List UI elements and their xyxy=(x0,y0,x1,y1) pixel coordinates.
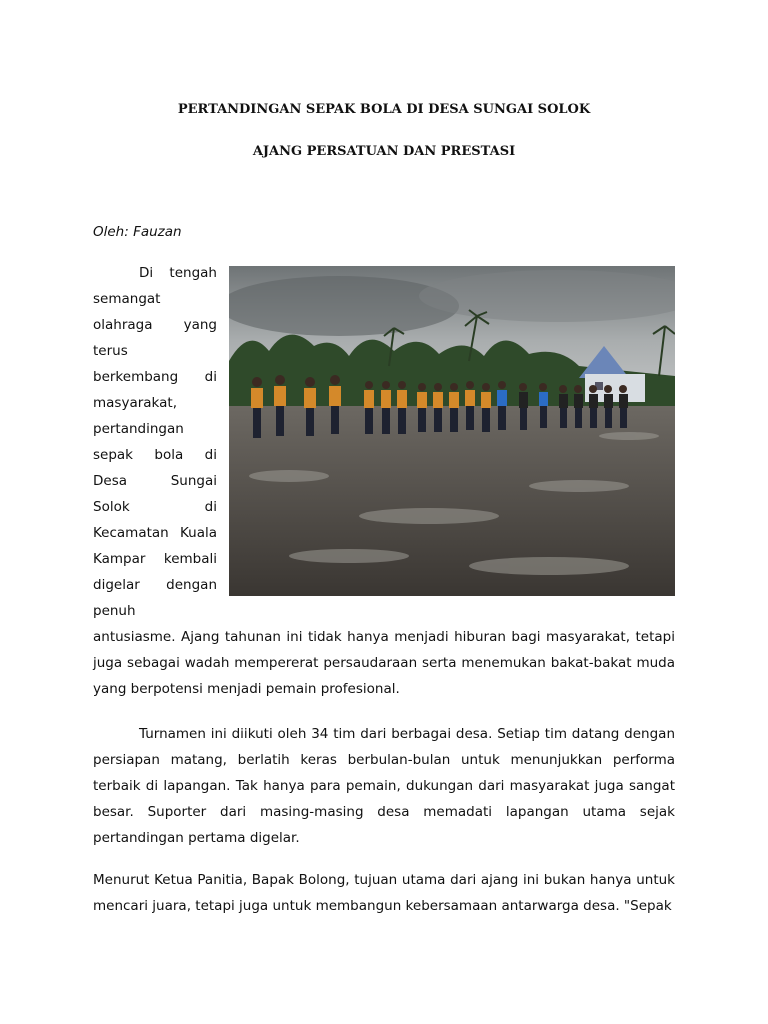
paragraph-1-text: Di tengah semangat olahraga yang terus berkembang di masyarakat, pertandingan sepak bola di Desa Sungai Solok di Kecamatan Kuala Kampar kembali digelar dengan penuh antusiasme. Ajang tahunan ini tidak hanya menjadi hiburan bagi masyarakat, tetapi juga sebagai wadah mempererat persaudaraan serta menemukan bakat-bakat muda yang berpotensi menjadi pemain profesional. xyxy=(93,265,675,697)
article-title: PERTANDINGAN SEPAK BOLA DI DESA SUNGAI SOLOK xyxy=(177,102,591,117)
paragraph-1 xyxy=(93,260,675,702)
paragraph-2: Turnamen ini diikuti oleh 34 tim dari berbagai desa. Setiap tim datang dengan persiapan matang, berlatih keras berbulan-bulan untuk menunjukkan performa terbaik di lapangan. Tak hanya para pemain, dukungan dari masyarakat juga sangat besar. Suporter dari masing-masing desa memadati lapangan utama sejak pertandingan pertama digelar. xyxy=(93,726,675,846)
football-team-photo xyxy=(229,266,675,596)
paragraph-3: Menurut Ketua Panitia, Bapak Bolong, tujuan utama dari ajang ini bukan hanya untuk mencari juara, tetapi juga untuk membangun kebersamaan antarwarga desa. "Sepak xyxy=(93,872,675,914)
article-subtitle: AJANG PERSATUAN DAN PRESTASI xyxy=(252,144,516,159)
byline: Oleh: Fauzan xyxy=(93,224,182,240)
